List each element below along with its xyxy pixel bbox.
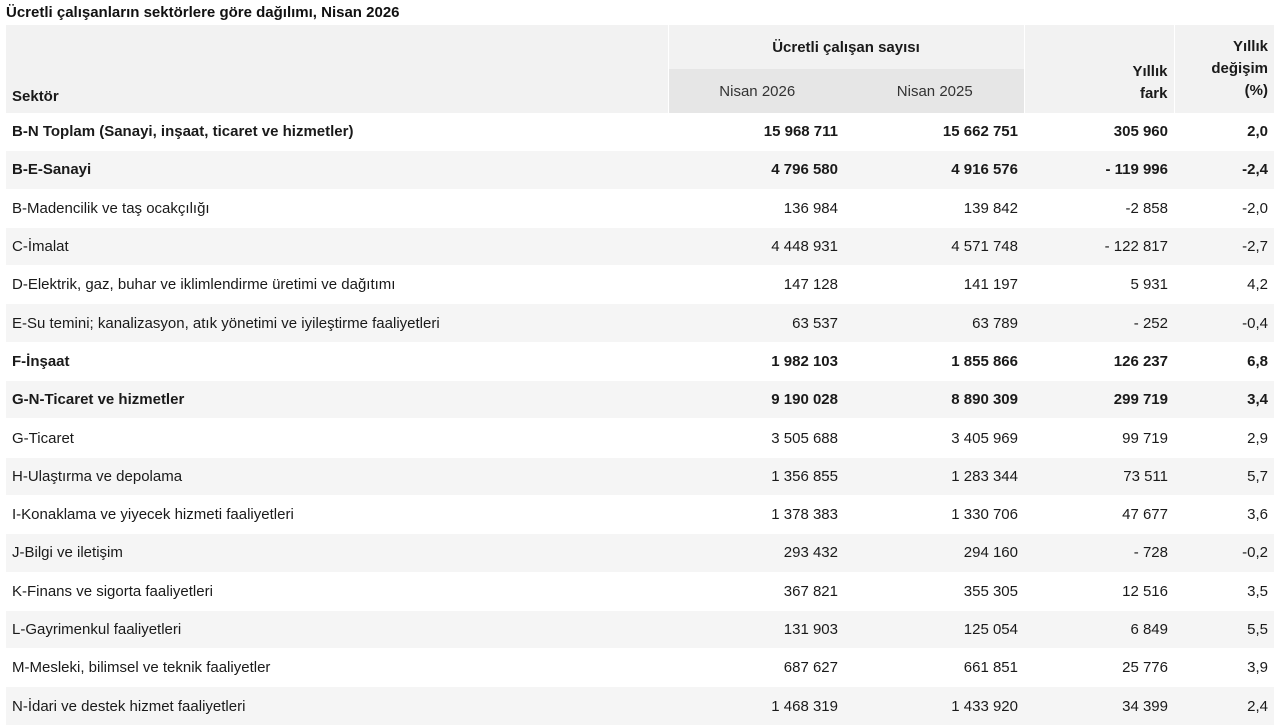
column-header-sector: Sektör (6, 25, 668, 113)
cell-annual-change: 3,9 (1174, 649, 1274, 687)
column-header-annual-change (1174, 25, 1274, 113)
cell-april-2025: 4 571 748 (846, 227, 1024, 265)
table-row (6, 113, 1274, 151)
cell-annual-difference: -2 858 (1024, 189, 1174, 227)
cell-sector: I-Konaklama ve yiyecek hizmeti faaliyetleri (6, 495, 668, 533)
cell-annual-change: -2,0 (1174, 189, 1274, 227)
cell-sector: N-İdari ve destek hizmet faaliyetleri (6, 687, 668, 725)
table-body (6, 113, 1274, 725)
cell-april-2025: 141 197 (846, 266, 1024, 304)
cell-sector: B-N Toplam (Sanayi, inşaat, ticaret ve hizmetler) (6, 113, 668, 151)
cell-annual-change: 6,8 (1174, 342, 1274, 380)
cell-annual-difference: 126 237 (1024, 342, 1174, 380)
cell-sector: C-İmalat (6, 227, 668, 265)
cell-april-2026: 367 821 (668, 572, 846, 610)
cell-april-2026: 15 968 711 (668, 113, 846, 151)
cell-april-2025: 8 890 309 (846, 381, 1024, 419)
table-row (6, 419, 1274, 457)
cell-april-2025: 125 054 (846, 610, 1024, 648)
cell-annual-change: 5,5 (1174, 610, 1274, 648)
cell-sector: F-İnşaat (6, 342, 668, 380)
cell-annual-difference: 305 960 (1024, 113, 1174, 151)
cell-sector: M-Mesleki, bilimsel ve teknik faaliyetler (6, 649, 668, 687)
cell-april-2026: 1 378 383 (668, 495, 846, 533)
table-row (6, 342, 1274, 380)
cell-annual-change: 3,4 (1174, 381, 1274, 419)
cell-annual-difference: - 252 (1024, 304, 1174, 342)
cell-annual-difference: 299 719 (1024, 381, 1174, 419)
cell-april-2026: 9 190 028 (668, 381, 846, 419)
cell-april-2026: 687 627 (668, 649, 846, 687)
column-header-annual-difference (1024, 25, 1174, 113)
cell-sector: D-Elektrik, gaz, buhar ve iklimlendirme üretimi ve dağıtımı (6, 266, 668, 304)
cell-april-2025: 294 160 (846, 534, 1024, 572)
cell-sector: K-Finans ve sigorta faaliyetleri (6, 572, 668, 610)
cell-april-2025: 1 283 344 (846, 457, 1024, 495)
column-header-april-2026: Nisan 2026 (668, 69, 846, 113)
pct-header-line1: Yıllık (1232, 38, 1268, 55)
employment-table (6, 25, 1274, 726)
cell-annual-change: 3,5 (1174, 572, 1274, 610)
cell-april-2025: 139 842 (846, 189, 1024, 227)
cell-april-2026: 4 448 931 (668, 227, 846, 265)
cell-april-2026: 63 537 (668, 304, 846, 342)
cell-sector: E-Su temini; kanalizasyon, atık yönetimi ve iyileştirme faaliyetleri (6, 304, 668, 342)
cell-april-2025: 1 330 706 (846, 495, 1024, 533)
table-title: Ücretli çalışanların sektörlere göre dağılımı, Nisan 2026 (6, 4, 400, 21)
cell-april-2026: 4 796 580 (668, 151, 846, 189)
cell-sector: G-N-Ticaret ve hizmetler (6, 381, 668, 419)
table-row (6, 151, 1274, 189)
pct-header-line2: değişim (1211, 60, 1268, 77)
cell-annual-difference: 5 931 (1024, 266, 1174, 304)
cell-sector: J-Bilgi ve iletişim (6, 534, 668, 572)
cell-annual-difference: 73 511 (1024, 457, 1174, 495)
cell-annual-difference: 12 516 (1024, 572, 1174, 610)
cell-annual-change: -2,4 (1174, 151, 1274, 189)
cell-april-2025: 355 305 (846, 572, 1024, 610)
cell-annual-difference: 6 849 (1024, 610, 1174, 648)
cell-april-2026: 1 356 855 (668, 457, 846, 495)
cell-april-2025: 661 851 (846, 649, 1024, 687)
cell-april-2026: 3 505 688 (668, 419, 846, 457)
cell-april-2026: 293 432 (668, 534, 846, 572)
cell-annual-change: 2,0 (1174, 113, 1274, 151)
cell-annual-difference: 25 776 (1024, 649, 1174, 687)
cell-annual-change: 3,6 (1174, 495, 1274, 533)
cell-annual-difference: - 122 817 (1024, 227, 1174, 265)
cell-april-2025: 1 433 920 (846, 687, 1024, 725)
cell-sector: H-Ulaştırma ve depolama (6, 457, 668, 495)
table-row (6, 457, 1274, 495)
cell-april-2025: 1 855 866 (846, 342, 1024, 380)
cell-annual-difference: 34 399 (1024, 687, 1174, 725)
cell-april-2025: 3 405 969 (846, 419, 1024, 457)
table-row (6, 266, 1274, 304)
table-row (6, 649, 1274, 687)
cell-april-2025: 4 916 576 (846, 151, 1024, 189)
cell-annual-change: 4,2 (1174, 266, 1274, 304)
cell-annual-difference: - 728 (1024, 534, 1174, 572)
cell-annual-change: -0,4 (1174, 304, 1274, 342)
cell-annual-change: -2,7 (1174, 227, 1274, 265)
cell-sector: B-E-Sanayi (6, 151, 668, 189)
table-row (6, 534, 1274, 572)
cell-april-2026: 147 128 (668, 266, 846, 304)
cell-april-2026: 1 982 103 (668, 342, 846, 380)
pct-header-line3: (%) (1244, 82, 1268, 99)
cell-april-2026: 1 468 319 (668, 687, 846, 725)
table-header (6, 25, 1274, 113)
table-row (6, 572, 1274, 610)
cell-annual-change: 2,4 (1174, 687, 1274, 725)
cell-annual-change: 2,9 (1174, 419, 1274, 457)
cell-april-2026: 131 903 (668, 610, 846, 648)
cell-sector: B-Madencilik ve taş ocakçılığı (6, 189, 668, 227)
column-header-april-2025: Nisan 2025 (846, 69, 1024, 113)
fark-header-line2: fark (1139, 85, 1168, 102)
cell-annual-change: -0,2 (1174, 534, 1274, 572)
fark-header-line1: Yıllık (1132, 63, 1168, 80)
column-group-header: Ücretli çalışan sayısı (668, 25, 1024, 69)
table-row (6, 495, 1274, 533)
table-row (6, 381, 1274, 419)
cell-april-2025: 63 789 (846, 304, 1024, 342)
cell-annual-difference: 47 677 (1024, 495, 1174, 533)
cell-annual-difference: 99 719 (1024, 419, 1174, 457)
table-row (6, 227, 1274, 265)
cell-april-2025: 15 662 751 (846, 113, 1024, 151)
cell-sector: G-Ticaret (6, 419, 668, 457)
cell-annual-difference: - 119 996 (1024, 151, 1174, 189)
cell-annual-change: 5,7 (1174, 457, 1274, 495)
cell-sector: L-Gayrimenkul faaliyetleri (6, 610, 668, 648)
table-row (6, 189, 1274, 227)
table-row (6, 610, 1274, 648)
table-row (6, 304, 1274, 342)
cell-april-2026: 136 984 (668, 189, 846, 227)
